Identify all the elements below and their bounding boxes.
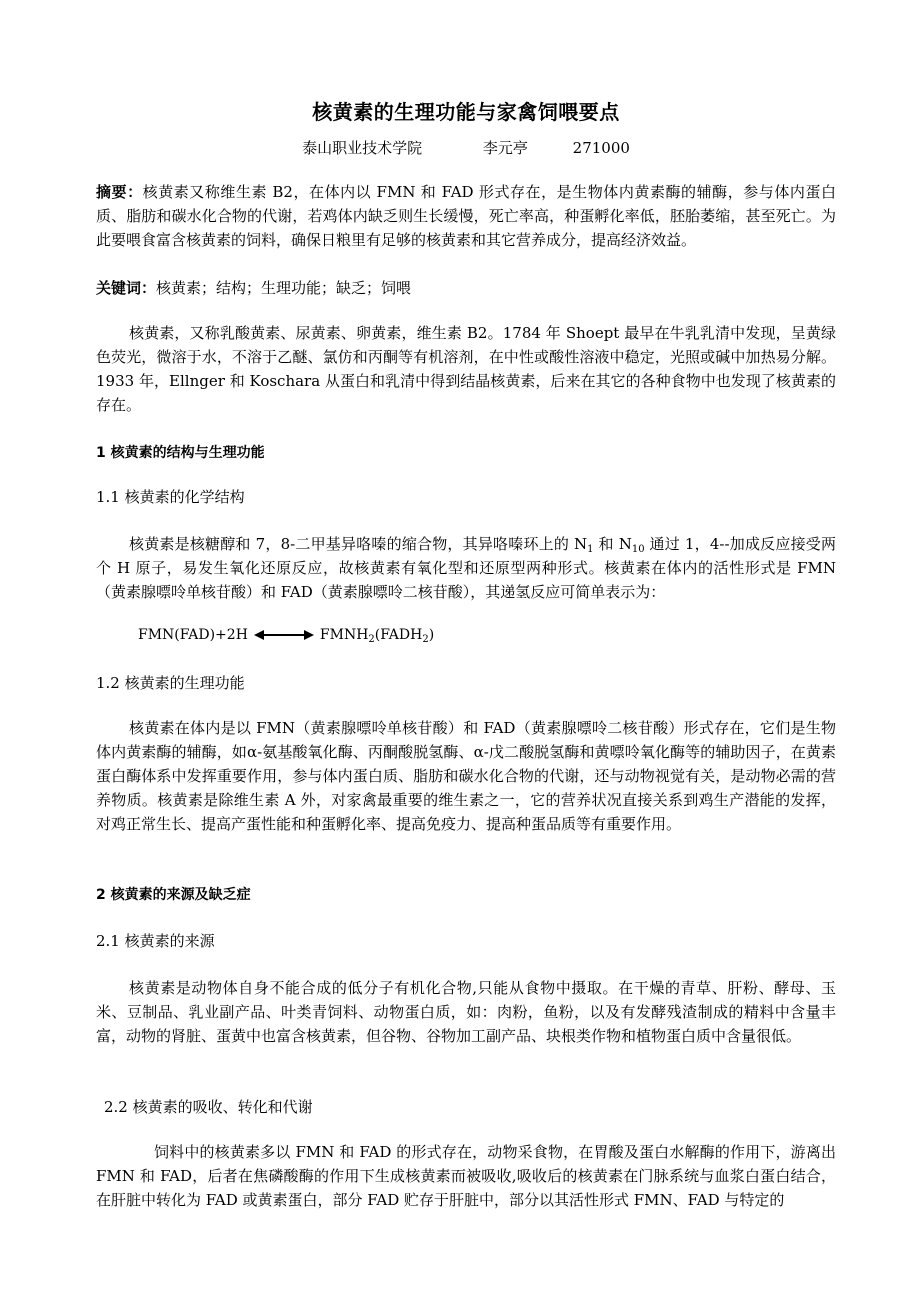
- redox-formula: [138, 624, 434, 646]
- section-1-2-heading: 1.2 核黄素的生理功能: [96, 674, 245, 692]
- author-postcode: 271000: [572, 139, 630, 157]
- section-1-2-paragraph: 核黄素在体内是以 FMN（黄素腺嘌呤单核苷酸）和 FAD（黄素腺嘌呤二核苷酸）形式存在，它们是生物体内黄素酶的辅酶，如α-氨基酸氧化酶、丙酮酸脱氢酶、α-戊二酸脱氢酶和黄嘌呤氧化酶等的辅助因子，在黄素蛋白酶体系中发挥重要作用，参与体内蛋白质、脂肪和碳水化合物的代谢，还与动物视觉有关，是动物必需的营养物质。核黄素是除维生素 A 外，对家禽最重要的维生素之一，它的营养状况直接关系到鸡生产潜能的发挥，对鸡正常生长、提高产蛋性能和种蛋孵化率、提高免疫力、提高种蛋品质等有重要作用。: [96, 719, 836, 833]
- section-1-1-text-b: 和 N: [593, 535, 632, 553]
- section-1-1-text-a: 核黄素是核糖醇和 7，8-二甲基异咯嗪的缩合物，其异咯嗪环上的 N: [129, 535, 588, 553]
- author-name: 李元亭: [482, 139, 528, 157]
- keywords-text: 核黄素；结构；生理功能；缺乏；饲喂: [156, 279, 412, 297]
- author-line: [96, 137, 836, 159]
- section-2-1-paragraph: 核黄素是动物体自身不能合成的低分子有机化合物,只能从食物中摄取。在干燥的青草、肝粉、酵母、玉米、豆制品、乳业副产品、叶类青饲料、动物蛋白质，如：肉粉，鱼粉，以及有发酵残渣制成的精料中含量丰富，动物的肾脏、蛋黄中也富含核黄素，但谷物、谷物加工副产品、块根类作物和植物蛋白质中含量很低。: [96, 979, 836, 1045]
- keywords-label: 关键词：: [96, 279, 157, 297]
- section-1-1-heading: 1.1 核黄素的化学结构: [96, 488, 245, 506]
- keywords: [96, 276, 836, 300]
- formula-right-a: FMNH: [319, 627, 369, 643]
- section-1-1-text-c: 通过 1，4--加成反应接受两个 H 原子，易发生氧化还原反应，故核黄素有氧化型和还原型两种形式。核黄素在体内的活性形式是 FMN（黄素腺嘌呤单核苷酸）和 FAD（黄素腺嘌呤二核苷酸），其递氢反应可简单表示为：: [96, 535, 836, 601]
- section-2-2-heading: 2.2 核黄素的吸收、转化和代谢: [104, 1098, 313, 1116]
- abstract: [96, 180, 836, 252]
- intro-paragraph: 核黄素，又称乳酸黄素、尿黄素、卵黄素，维生素 B2。1784 年 Shoept 最早在牛乳乳清中发现，呈黄绿色荧光，微溶于水，不溶于乙醚、氯仿和丙酮等有机溶剂，在中性或酸性溶液中稳定，光照或碱中加热易分解。1933 年，Ellnger 和 Koschara 从蛋白和乳清中得到结晶核黄素，后来在其它的各种食物中也发现了核黄素的存在。: [96, 324, 836, 414]
- abstract-text: 核黄素又称维生素 B2，在体内以 FMN 和 FAD 形式存在，是生物体内黄素酶的辅酶，参与体内蛋白质、脂肪和碳水化合物的代谢，若鸡体内缺乏则生长缓慢，死亡率高，种蛋孵化率低，胚胎萎缩，甚至死亡。为此要喂食富含核黄素的饲料，确保日粮里有足够的核黄素和其它营养成分，提高经济效益。: [96, 183, 836, 249]
- formula-right-sub2: 2: [422, 634, 429, 645]
- formula-left: FMN(FAD)+2H: [138, 627, 248, 643]
- formula-right-sub1: 2: [368, 634, 375, 645]
- formula-right: [320, 624, 434, 646]
- subscript-n10: 10: [631, 544, 645, 555]
- section-1-heading: 1 核黄素的结构与生理功能: [96, 445, 265, 461]
- section-2-1-heading: 2.1 核黄素的来源: [96, 932, 215, 950]
- formula-right-b: (FADH: [374, 627, 423, 643]
- section-2-heading: 2 核黄素的来源及缺乏症: [96, 887, 251, 903]
- section-1-1-paragraph: [96, 532, 836, 604]
- section-2-2-paragraph: 饲料中的核黄素多以 FMN 和 FAD 的形式存在，动物采食物，在胃酸及蛋白水解酶的作用下，游离出 FMN 和 FAD，后者在焦磷酸酶的作用下生成核黄素而被吸收,吸收后的核黄素在门脉系统与血浆白蛋白结合，在肝脏中转化为 FAD 或黄素蛋白，部分 FAD 贮存于肝脏中，部分以其活性形式 FMN、FAD 与特定的: [96, 1143, 836, 1209]
- abstract-label: 摘要：: [96, 183, 143, 201]
- paper-title: 核黄素的生理功能与家禽饲喂要点: [312, 100, 620, 124]
- subscript-n1: 1: [587, 544, 594, 555]
- author-institution: 泰山职业技术学院: [302, 139, 423, 157]
- formula-right-c: ): [428, 627, 435, 643]
- double-arrow-icon: [254, 629, 314, 641]
